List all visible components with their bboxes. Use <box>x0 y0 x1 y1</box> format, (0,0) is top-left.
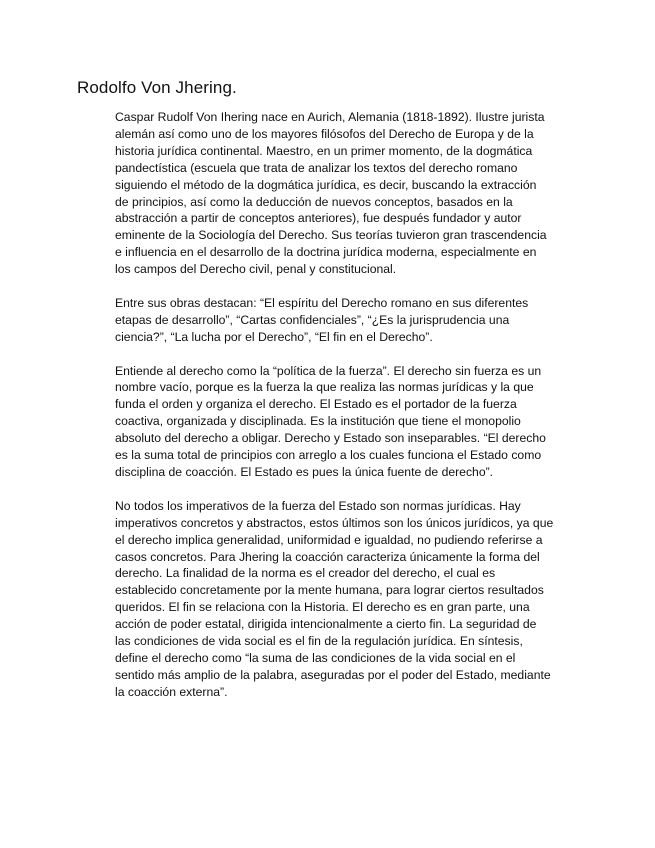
text-line: imperativos concretos y abstractos, estos últimos son los únicos jurídicos, ya que <box>115 515 554 530</box>
text-line: Entiende al derecho como la “política de la fuerza”. El derecho sin fuerza es un <box>115 363 542 378</box>
text-line: sentido más amplio de la palabra, aseguradas por el poder del Estado, mediante <box>115 667 551 682</box>
text-line: de principios, así como la deducción de nuevos conceptos, basados en la <box>115 194 513 209</box>
text-line: absoluto del derecho a obligar. Derecho y Estado son inseparables. “El derecho <box>115 431 546 446</box>
text-line: casos concretos. Para Jhering la coacción caracteriza únicamente la forma del <box>115 549 540 564</box>
text-line: disciplina de coacción. El Estado es pues la única fuente de derecho”. <box>115 465 494 479</box>
text-line: los campos del Derecho civil, penal y constitucional. <box>115 262 397 277</box>
text-line: nombre vacío, porque es la fuerza la que realiza las normas jurídicas y la que <box>115 380 534 395</box>
document-body <box>115 109 555 701</box>
paragraph-force <box>115 363 555 481</box>
document-title: Rodolfo Von Jhering. <box>77 78 237 97</box>
text-line: etapas de desarrollo”, “Cartas confidenciales”, “¿Es la jurisprudencia una <box>115 312 510 327</box>
text-line: Caspar Rudolf Von Ihering nace en Aurich, Alemania (1818-1892). Ilustre jurista <box>115 110 545 124</box>
text-line: coactiva, organizada y disciplinada. Es la institución que tiene el monopolio <box>115 414 521 429</box>
paragraph-works <box>115 295 555 346</box>
text-line: funda el orden y organiza el derecho. El Estado es el portador de la fuerza <box>115 397 517 412</box>
text-line: eminente de la Sociología del Derecho. Sus teorías tuvieron gran trascendencia <box>115 228 547 243</box>
text-line: queridos. El fin se relaciona con la Historia. El derecho es en gran parte, una <box>115 600 530 615</box>
text-line: siguiendo el método de la dogmática jurídica, es decir, buscando la extracción <box>115 177 537 192</box>
text-line: las condiciones de vida social es el fin de la regulación jurídica. En síntesis, <box>115 634 523 649</box>
text-line: ciencia?”, “La lucha por el Derecho”, “El fin en el Derecho”. <box>115 329 433 344</box>
text-line: define el derecho como “la suma de las condiciones de la vida social en el <box>115 650 516 665</box>
text-line: acción de poder estatal, dirigida intencionalmente a cierto fin. La seguridad de <box>115 617 537 632</box>
text-line: Entre sus obras destacan: “El espíritu del Derecho romano en sus diferentes <box>115 295 529 310</box>
text-line: es la suma total de principios con arreglo a los cuales funciona el Estado como <box>115 448 542 463</box>
text-line: abstracción a partir de conceptos anteriores), fue después fundador y autor <box>115 211 522 226</box>
paragraph-imperatives <box>115 498 555 701</box>
text-line: No todos los imperativos de la fuerza del Estado son normas jurídicas. Hay <box>115 498 521 513</box>
text-line: el derecho implica generalidad, uniformidad e igualdad, no pudiendo referirse a <box>115 532 543 547</box>
text-line: derecho. La finalidad de la norma es el creador del derecho, el cual es <box>115 566 496 581</box>
text-line: alemán así como uno de los mayores filósofos del Derecho de Europa y de la <box>115 126 534 141</box>
text-line: la coacción externa”. <box>115 684 228 699</box>
paragraph-biography <box>115 109 555 278</box>
text-line: pandectística (escuela que trata de analizar los textos del derecho romano <box>115 160 518 175</box>
text-line: historia jurídica continental. Maestro, en un primer momento, de la dogmática <box>115 143 533 158</box>
text-line: e influencia en el desarrollo de la doctrina jurídica moderna, especialmente en <box>115 245 537 260</box>
text-line: establecido concretamente por la mente humana, para lograr ciertos resultados <box>115 583 544 598</box>
